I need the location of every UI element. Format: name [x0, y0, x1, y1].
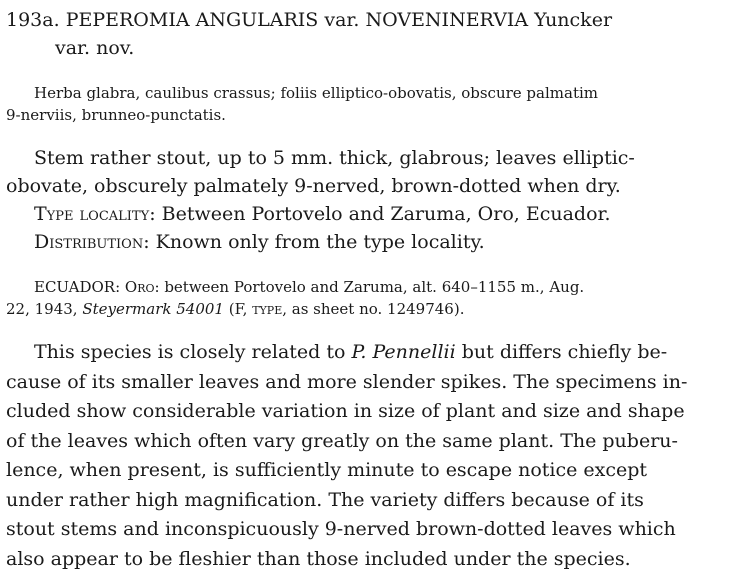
specimen-locality: : between Portovelo and Zaruma, alt. 640–1155 m., Aug. [154, 278, 585, 296]
specimen-separator: : [115, 278, 125, 296]
discussion-line-6: under rather high magnification. The variety differs because of its [6, 488, 644, 511]
specimen-collector: Steyermark 54001 [82, 300, 224, 318]
specimen-line-1 [6, 276, 742, 298]
type-locality-value: : Between Portovelo and Zaruma, Oro, Ecuador. [149, 203, 611, 225]
species-name: PEPEROMIA ANGULARIS var. NOVENINERVIA Yuncker [65, 9, 613, 31]
latin-line-1: Herba glabra, caulibus crassus; foliis elliptico-obovatis, obscure palmatim [34, 84, 598, 102]
english-line-1: Stem rather stout, up to 5 mm. thick, glabrous; leaves elliptiс- [34, 147, 635, 169]
discussion-line-1 [6, 338, 742, 368]
specimen-type-label: type [252, 300, 283, 318]
distribution [6, 228, 742, 256]
english-description [6, 144, 742, 256]
specimen-citation [6, 276, 742, 320]
species-status: var. nov. [55, 37, 135, 59]
discussion-line-5: lence, when present, is sufficiently minute to escape notice except [6, 459, 648, 481]
specimen-herbarium: (F, [223, 300, 253, 318]
english-line-2: obovate, obscurely palmately 9-nerved, brown-dotted when dry. [6, 175, 621, 197]
specimen-line-2 [6, 298, 742, 320]
discussion-line-2: cause of its smaller leaves and more slender spikes. The specimens in- [6, 370, 688, 393]
specimen-sheet: , as sheet no. 1249746). [282, 300, 465, 318]
discussion-line-8: also appear to be fleshier than those included under the species. [6, 547, 631, 570]
distribution-value: : Known only from the type locality. [143, 231, 485, 253]
specimen-province: Oro [124, 278, 155, 296]
discussion-line-7: stout stems and inconspicuously 9-nerved brown-dotted leaves which [6, 518, 676, 540]
latin-description [6, 82, 742, 126]
discussion-line-1-start: This species is closely related to [34, 341, 352, 363]
species-heading [6, 6, 742, 62]
species-number: 193a. [6, 9, 60, 31]
latin-line-2: 9-nerviis, brunneo-punctatis. [6, 106, 226, 124]
specimen-country: ECUADOR [34, 278, 116, 296]
discussion-paragraph [6, 338, 742, 574]
discussion-line-3: cluded show considerable variation in size of plant and size and shape [6, 400, 685, 422]
distribution-label: Distribution [34, 231, 144, 253]
related-species-name: P. Pennellii [351, 341, 456, 363]
type-locality-label: Type locality [34, 203, 150, 225]
type-locality [6, 200, 742, 228]
discussion-line-4: of the leaves which often vary greatly on the same plant. The puberu- [6, 429, 678, 452]
discussion-line-1-end: but differs chiefly be- [455, 341, 668, 363]
specimen-date: 22, 1943, [6, 300, 83, 318]
